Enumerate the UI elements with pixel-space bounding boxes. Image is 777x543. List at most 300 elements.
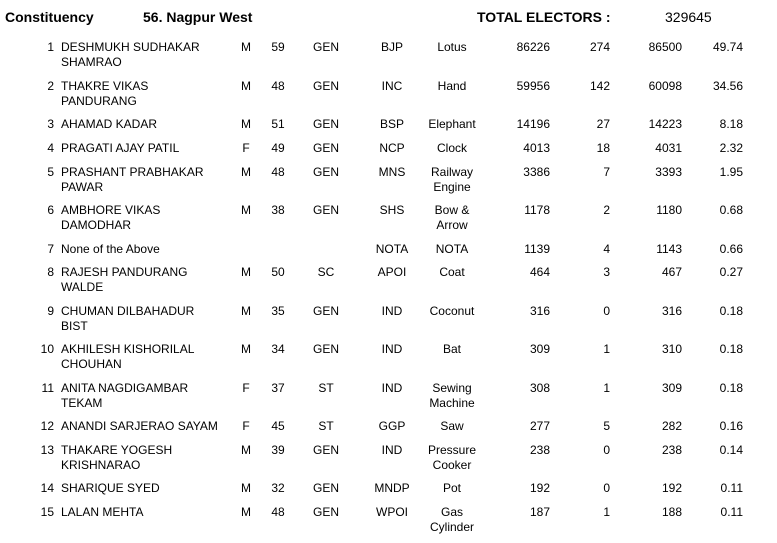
candidate-name-line1: RAJESH PANDURANG [61, 265, 188, 279]
vote-percent [700, 342, 743, 357]
age [266, 165, 290, 180]
total-votes [640, 117, 682, 132]
total-votes-text: 309 [661, 381, 682, 395]
postal-votes [580, 505, 610, 520]
category [305, 79, 347, 94]
age-text: 50 [271, 265, 285, 279]
party-text: SHS [379, 203, 405, 217]
age [266, 342, 290, 357]
symbol [418, 265, 486, 280]
category [305, 443, 347, 458]
vote-percent-text: 2.32 [719, 141, 743, 155]
age-text: 34 [271, 342, 285, 356]
gender [236, 481, 256, 496]
postal-votes-text: 1 [603, 342, 610, 356]
total-votes-text: 1180 [656, 203, 682, 217]
serial-number [20, 79, 54, 94]
party-text: IND [381, 443, 403, 457]
age-text: 35 [271, 304, 285, 318]
gender [236, 505, 256, 520]
postal-votes-text: 5 [603, 419, 610, 433]
gender [236, 203, 256, 218]
evm-votes-text: 464 [529, 265, 550, 279]
vote-percent [700, 165, 743, 180]
category-text: GEN [312, 481, 339, 495]
party-text: NCP [379, 141, 405, 155]
total-votes [640, 265, 682, 280]
category-text: GEN [312, 141, 339, 155]
candidate-name-line2: PANDURANG [61, 94, 137, 108]
symbol-line1: Saw [440, 419, 464, 433]
vote-percent-text: 0.27 [719, 265, 743, 279]
category [305, 304, 347, 319]
candidate-name-line1: ANITA NAGDIGAMBAR [61, 381, 189, 395]
serial-number [20, 304, 54, 319]
table-row [0, 505, 777, 543]
category [305, 141, 347, 156]
party-text: MNDP [374, 481, 410, 495]
vote-percent [700, 381, 743, 396]
symbol-line2: Machine [429, 396, 475, 410]
table-row [0, 304, 777, 342]
party [370, 79, 414, 94]
symbol [418, 165, 486, 195]
gender-text: M [241, 443, 251, 457]
postal-votes [580, 342, 610, 357]
candidate-name-line2: TEKAM [61, 396, 103, 410]
vote-percent [700, 141, 743, 156]
evm-votes-text: 4013 [523, 141, 550, 155]
symbol-line2: Cylinder [429, 520, 474, 534]
category [305, 117, 347, 132]
postal-votes-text: 4 [603, 242, 610, 256]
gender-text: M [241, 40, 251, 54]
symbol-line1: NOTA [435, 242, 469, 256]
postal-votes [580, 242, 610, 257]
gender [236, 342, 256, 357]
serial-number [20, 342, 54, 357]
age [266, 265, 290, 280]
category [305, 265, 347, 280]
total-electors-label: TOTAL ELECTORS : [477, 9, 611, 25]
table-row [0, 381, 777, 419]
serial-number-text: 2 [47, 79, 54, 93]
party [370, 342, 414, 357]
candidate-name-line1: AHAMAD KADAR [61, 117, 158, 131]
gender-text: M [241, 304, 251, 318]
serial-number [20, 505, 54, 520]
candidate-name-line1: PRAGATI AJAY PATIL [61, 141, 180, 155]
gender [236, 117, 256, 132]
serial-number-text: 8 [47, 265, 54, 279]
total-votes [640, 481, 682, 496]
total-votes-text: 316 [661, 304, 682, 318]
age-text: 59 [271, 40, 285, 54]
evm-votes [508, 165, 550, 180]
vote-percent [700, 505, 743, 520]
age-text: 48 [271, 79, 285, 93]
candidate-name [61, 117, 231, 132]
symbol [418, 203, 486, 233]
evm-votes [508, 265, 550, 280]
gender [236, 141, 256, 156]
candidate-name-line1: None of the Above [61, 242, 160, 256]
gender [236, 265, 256, 280]
vote-percent-text: 8.18 [719, 117, 743, 131]
symbol [418, 304, 486, 319]
evm-votes-text: 309 [529, 342, 550, 356]
candidate-name-line2: PAWAR [61, 180, 104, 194]
evm-votes-text: 86226 [516, 40, 550, 54]
symbol-line1: Elephant [428, 117, 476, 131]
vote-percent-text: 34.56 [712, 79, 743, 93]
postal-votes [580, 381, 610, 396]
symbol [418, 505, 486, 535]
serial-number [20, 481, 54, 496]
total-votes [640, 381, 682, 396]
postal-votes-text: 0 [603, 481, 610, 495]
vote-percent-text: 0.68 [719, 203, 743, 217]
vote-percent-text: 0.14 [719, 443, 743, 457]
party-text: BJP [380, 40, 403, 54]
candidate-name-line1: SHARIQUE SYED [61, 481, 160, 495]
table-row [0, 203, 777, 241]
postal-votes-text: 0 [603, 304, 610, 318]
serial-number [20, 203, 54, 218]
symbol [418, 381, 486, 411]
evm-votes [508, 304, 550, 319]
symbol [418, 40, 486, 55]
evm-votes-text: 238 [529, 443, 550, 457]
postal-votes-text: 1 [603, 381, 610, 395]
category [305, 203, 347, 218]
candidate-name [61, 40, 231, 70]
serial-number-text: 1 [47, 40, 54, 54]
age-text: 37 [271, 381, 285, 395]
candidate-name [61, 304, 231, 334]
category-text: GEN [312, 304, 339, 318]
party-text: WPOI [376, 505, 408, 519]
postal-votes [580, 265, 610, 280]
gender-text: M [241, 265, 251, 279]
age [266, 141, 290, 156]
postal-votes [580, 79, 610, 94]
category-text: SC [317, 265, 335, 279]
evm-votes-text: 14196 [516, 117, 550, 131]
vote-percent [700, 419, 743, 434]
gender [236, 40, 256, 55]
total-electors-value: 329645 [665, 9, 712, 25]
gender [236, 165, 256, 180]
vote-percent [700, 304, 743, 319]
age-text: 51 [271, 117, 285, 131]
symbol-line2: Arrow [436, 218, 468, 232]
total-votes-text: 238 [661, 443, 682, 457]
postal-votes-text: 7 [603, 165, 610, 179]
total-votes [640, 40, 682, 55]
serial-number [20, 117, 54, 132]
party-text: NOTA [375, 242, 409, 256]
age-text: 32 [271, 481, 285, 495]
vote-percent [700, 265, 743, 280]
candidate-name-line1: LALAN MEHTA [61, 505, 144, 519]
vote-percent-text: 0.11 [720, 481, 743, 495]
vote-percent-text: 0.66 [719, 242, 743, 256]
symbol-line1: Railway [430, 165, 473, 179]
category-text: GEN [312, 203, 339, 217]
vote-percent-text: 0.18 [719, 304, 743, 318]
gender [236, 443, 256, 458]
gender-text: F [242, 381, 250, 395]
symbol-line1: Bow & [434, 203, 470, 217]
category-text: ST [318, 419, 334, 433]
candidate-name-line1: ANANDI SARJERAO SAYAM [61, 419, 218, 433]
vote-percent-text: 0.11 [720, 505, 743, 519]
symbol [418, 79, 486, 94]
category-text: GEN [312, 40, 339, 54]
serial-number [20, 419, 54, 434]
party-text: IND [381, 381, 403, 395]
evm-votes-text: 277 [529, 419, 550, 433]
table-row [0, 342, 777, 380]
party-text: MNS [378, 165, 406, 179]
party [370, 443, 414, 458]
category [305, 381, 347, 396]
serial-number-text: 12 [40, 419, 54, 433]
postal-votes [580, 141, 610, 156]
age [266, 419, 290, 434]
symbol-line2: Cooker [432, 458, 472, 472]
age-text: 48 [271, 505, 285, 519]
gender-text: M [241, 203, 251, 217]
party-text: BSP [379, 117, 404, 131]
vote-percent-text: 1.95 [719, 165, 743, 179]
constituency-label: Constituency [5, 9, 94, 25]
total-votes [640, 165, 682, 180]
evm-votes-text: 192 [529, 481, 550, 495]
serial-number-text: 9 [47, 304, 54, 318]
evm-votes [508, 505, 550, 520]
candidate-name-line2: KRISHNARAO [61, 458, 141, 472]
age-text: 45 [271, 419, 285, 433]
gender-text: M [241, 165, 251, 179]
symbol-line1: Sewing [432, 381, 472, 395]
evm-votes [508, 242, 550, 257]
serial-number [20, 242, 54, 257]
age [266, 481, 290, 496]
party [370, 265, 414, 280]
candidate-name [61, 505, 231, 520]
candidate-name-line1: PRASHANT PRABHAKAR [61, 165, 204, 179]
age-text: 38 [271, 203, 285, 217]
total-votes-text: 86500 [648, 40, 682, 54]
age [266, 381, 290, 396]
evm-votes [508, 443, 550, 458]
vote-percent-text: 49.74 [712, 40, 743, 54]
party-text: INC [381, 79, 403, 93]
postal-votes [580, 117, 610, 132]
evm-votes-text: 59956 [516, 79, 550, 93]
symbol-line1: Lotus [437, 40, 467, 54]
table-row [0, 443, 777, 481]
total-votes [640, 342, 682, 357]
category [305, 165, 347, 180]
postal-votes [580, 419, 610, 434]
serial-number [20, 443, 54, 458]
total-votes [640, 304, 682, 319]
category [305, 505, 347, 520]
party [370, 203, 414, 218]
evm-votes [508, 481, 550, 496]
serial-number-text: 4 [47, 141, 54, 155]
candidate-name [61, 165, 231, 195]
candidate-name [61, 265, 231, 295]
symbol [418, 117, 486, 132]
serial-number-text: 3 [47, 117, 54, 131]
party [370, 242, 414, 257]
postal-votes [580, 443, 610, 458]
gender [236, 419, 256, 434]
serial-number [20, 381, 54, 396]
serial-number-text: 14 [40, 481, 54, 495]
candidate-name-line1: AKHILESH KISHORILAL [61, 342, 195, 356]
evm-votes-text: 1178 [524, 203, 550, 217]
postal-votes [580, 203, 610, 218]
candidate-name [61, 342, 231, 372]
gender-text: M [241, 342, 251, 356]
category [305, 40, 347, 55]
party [370, 419, 414, 434]
postal-votes-text: 142 [589, 79, 610, 93]
age [266, 443, 290, 458]
evm-votes-text: 1139 [524, 242, 550, 256]
gender [236, 79, 256, 94]
evm-votes [508, 203, 550, 218]
symbol-line1: Gas [440, 505, 463, 519]
party [370, 304, 414, 319]
symbol [418, 481, 486, 496]
gender [236, 381, 256, 396]
vote-percent [700, 203, 743, 218]
postal-votes [580, 481, 610, 496]
evm-votes [508, 419, 550, 434]
total-votes [640, 203, 682, 218]
age [266, 40, 290, 55]
serial-number-text: 10 [40, 342, 54, 356]
category-text: ST [318, 381, 334, 395]
serial-number-text: 13 [40, 443, 54, 457]
vote-percent [700, 79, 743, 94]
category [305, 419, 347, 434]
vote-percent [700, 481, 743, 496]
postal-votes-text: 18 [596, 141, 610, 155]
total-votes-text: 467 [661, 265, 682, 279]
category-text: GEN [312, 505, 339, 519]
party-text: IND [381, 304, 403, 318]
vote-percent [700, 40, 743, 55]
symbol [418, 419, 486, 434]
postal-votes-text: 0 [603, 443, 610, 457]
total-votes-text: 14223 [648, 117, 682, 131]
candidate-name [61, 79, 231, 109]
candidate-name [61, 203, 231, 233]
gender-text: M [241, 79, 251, 93]
total-votes [640, 443, 682, 458]
total-votes [640, 242, 682, 257]
symbol-line1: Coconut [429, 304, 475, 318]
table-row [0, 265, 777, 303]
party [370, 505, 414, 520]
vote-percent [700, 242, 743, 257]
evm-votes [508, 79, 550, 94]
gender-text: M [241, 505, 251, 519]
serial-number-text: 5 [47, 165, 54, 179]
evm-votes [508, 342, 550, 357]
symbol [418, 443, 486, 473]
category-text: GEN [312, 443, 339, 457]
gender-text: F [242, 419, 250, 433]
total-votes-text: 3393 [655, 165, 682, 179]
candidate-name-line2: WALDE [61, 280, 104, 294]
postal-votes [580, 304, 610, 319]
candidate-name-line2: BIST [61, 319, 88, 333]
symbol [418, 342, 486, 357]
category [305, 481, 347, 496]
age-text: 48 [271, 165, 285, 179]
candidate-name-line1: AMBHORE VIKAS [61, 203, 161, 217]
symbol-line1: Pressure [427, 443, 477, 457]
symbol [418, 141, 486, 156]
symbol-line1: Bat [442, 342, 461, 356]
candidate-name-line1: DESHMUKH SUDHAKAR [61, 40, 200, 54]
symbol-line2: Engine [433, 180, 471, 194]
postal-votes-text: 3 [603, 265, 610, 279]
postal-votes-text: 27 [596, 117, 610, 131]
symbol-line1: Coat [439, 265, 465, 279]
serial-number [20, 141, 54, 156]
category-text: GEN [312, 79, 339, 93]
candidate-name-line2: CHOUHAN [61, 357, 122, 371]
total-votes [640, 79, 682, 94]
evm-votes [508, 40, 550, 55]
vote-percent-text: 0.18 [719, 342, 743, 356]
candidate-name-line2: SHAMRAO [61, 55, 122, 69]
age [266, 79, 290, 94]
vote-percent [700, 443, 743, 458]
party [370, 141, 414, 156]
age [266, 505, 290, 520]
candidate-name-line1: CHUMAN DILBAHADUR [61, 304, 195, 318]
total-votes-text: 1143 [656, 242, 682, 256]
total-votes-text: 60098 [648, 79, 682, 93]
category-text: GEN [312, 165, 339, 179]
category-text: GEN [312, 342, 339, 356]
serial-number-text: 6 [47, 203, 54, 217]
gender-text: M [241, 117, 251, 131]
serial-number [20, 265, 54, 280]
symbol-line1: Clock [436, 141, 467, 155]
evm-votes-text: 3386 [523, 165, 550, 179]
candidate-name-line1: THAKRE VIKAS [61, 79, 149, 93]
evm-votes [508, 381, 550, 396]
serial-number-text: 11 [41, 381, 54, 395]
postal-votes-text: 274 [589, 40, 610, 54]
table-row [0, 40, 777, 78]
candidate-name [61, 381, 231, 411]
table-row [0, 165, 777, 203]
vote-percent-text: 0.16 [719, 419, 743, 433]
gender [236, 304, 256, 319]
